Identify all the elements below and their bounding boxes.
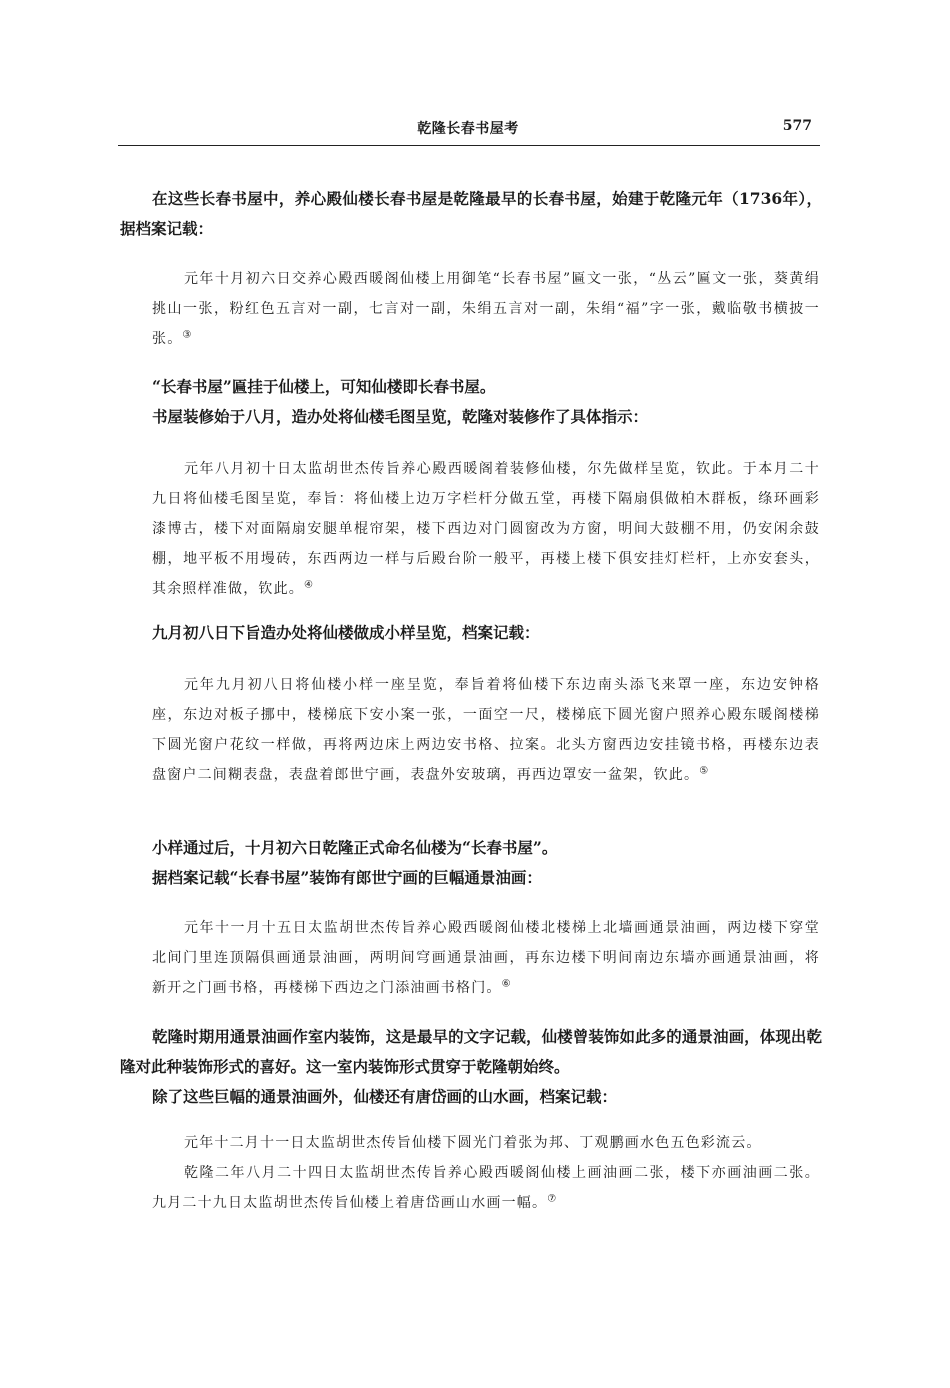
quote-2 xyxy=(152,454,820,604)
paragraph-3: 书屋装修始于八月，造办处将仙楼毛图呈览，乾隆对装修作了具体指示： xyxy=(152,407,649,426)
quote-1-text: 元年十月初六日交养心殿西暖阁仙楼上用御笔“长春书屋”匾文一张，“丛云”匾文一张，葵黄绢挑山一张，粉红色五言对一副，七言对一副，朱绢五言对一副，朱绢“福”字一张，戴临敬书横披一张。 xyxy=(152,271,820,347)
paragraph-1: 在这些长春书屋中，养心殿仙楼长春书屋是乾隆最早的长春书屋，始建于乾隆元年（1736年），据档案记载： xyxy=(120,189,822,238)
paragraph-6: 据档案记载“长春书屋”装饰有郎世宁画的巨幅通景油画： xyxy=(152,868,542,887)
paragraph-5: 小样通过后，十月初六日乾隆正式命名仙楼为“长春书屋”。 xyxy=(152,838,558,857)
quote-block-2 xyxy=(152,454,820,604)
quote-3 xyxy=(152,670,820,790)
paragraph-7: 乾隆时期用通景油画作室内装饰，这是最早的文字记载，仙楼曾装饰如此多的通景油画，体现出乾隆对此种装饰形式的喜好。这一室内装饰形式贯穿于乾隆朝始终。 xyxy=(120,1027,822,1076)
quote-block-1 xyxy=(152,264,820,354)
footnote-mark-4[interactable]: ④ xyxy=(304,579,315,591)
quote-2-text: 元年八月初十日太监胡世杰传旨养心殿西暖阁着装修仙楼，尔先做样呈览，钦此。于本月二十九日将仙楼毛图呈览，奉旨：将仙楼上边万字栏杆分做五堂，再楼下隔扇俱做柏木群板，绦环画彩漆博古，楼下对面隔扇安腿单棍帘架，楼下西边对门圆窗改为方窗，明间大鼓棚不用，仍安闲余鼓棚，地平板不用墁砖，东西两边一样与后殿台阶一般平，再楼上楼下俱安挂灯栏杆，上亦安套头，其余照样准做，钦此。 xyxy=(152,461,820,597)
header-rule xyxy=(118,145,820,146)
footnote-mark-3[interactable]: ③ xyxy=(182,329,193,341)
paragraph-group-4 xyxy=(120,833,822,893)
footnote-mark-7[interactable]: ⑦ xyxy=(547,1193,558,1205)
quote-5b xyxy=(152,1158,820,1218)
quote-1 xyxy=(152,264,820,354)
quote-5a: 元年十二月十一日太监胡世杰传旨仙楼下圆光门着张为邦、丁观鹏画水色五色彩流云。 xyxy=(184,1135,762,1151)
footnote-mark-5[interactable]: ⑤ xyxy=(699,765,710,777)
page-number: 577 xyxy=(782,118,812,134)
footnote-mark-6[interactable]: ⑥ xyxy=(501,978,512,990)
quote-3-text: 元年九月初八日将仙楼小样一座呈览，奉旨着将仙楼下东边南头添飞来罩一座，东边安钟格座，东边对板子挪中，楼梯底下安小案一张，一面空一尺，楼梯底下圆光窗户照养心殿东暖阁楼梯下圆光窗户花纹一样做，再将两边床上两边安书格、拉案。北头方窗西边安挂镜书格，再楼东边表盘窗户二间糊表盘，表盘着郎世宁画，表盘外安玻璃，再西边罩安一盆架，钦此。 xyxy=(152,677,820,783)
paragraph-group-3 xyxy=(120,618,822,648)
running-head xyxy=(118,118,818,142)
paragraph-intro xyxy=(120,184,822,244)
paragraph-group-5 xyxy=(120,1022,822,1112)
quote-5b-text: 乾隆二年八月二十四日太监胡世杰传旨养心殿西暖阁仙楼上画油画二张，楼下亦画油画二张。九月二十九日太监胡世杰传旨仙楼上着唐岱画山水画一幅。 xyxy=(152,1165,820,1211)
paragraph-group-2 xyxy=(120,372,822,432)
paragraph-8: 除了这些巨幅的通景油画外，仙楼还有唐岱画的山水画，档案记载： xyxy=(152,1087,618,1106)
paragraph-4: 九月初八日下旨造办处将仙楼做成小样呈览，档案记载： xyxy=(152,623,540,642)
quote-4 xyxy=(152,913,820,1003)
quote-4-text: 元年十一月十五日太监胡世杰传旨养心殿西暖阁仙楼北楼梯上北墙画通景油画，两边楼下穿堂北间门里连顶隔俱画通景油画，两明间穹画通景油画，再东边楼下明间南边东墙亦画通景油画，将新开之门画书格，再楼梯下西边之门添油画书格门。 xyxy=(152,920,820,996)
paragraph-2: “长春书屋”匾挂于仙楼上，可知仙楼即长春书屋。 xyxy=(152,377,496,396)
quote-block-5 xyxy=(152,1128,820,1218)
quote-block-3 xyxy=(152,670,820,790)
quote-block-4 xyxy=(152,913,820,1003)
running-title: 乾隆长春书屋考 xyxy=(417,121,519,137)
